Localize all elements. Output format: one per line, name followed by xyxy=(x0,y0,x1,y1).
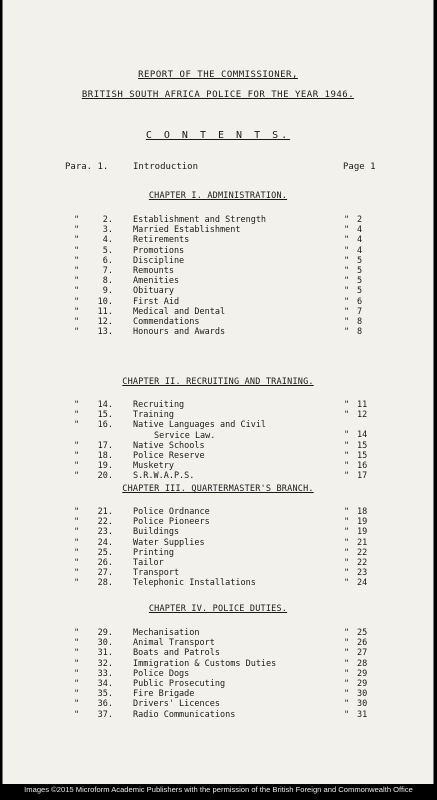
para-number: 13. xyxy=(97,327,113,338)
page-number: 24 xyxy=(357,578,368,589)
entry-title: Musketry xyxy=(133,461,174,472)
para-number: 15. xyxy=(97,410,113,421)
page-label: Page 1 xyxy=(343,162,376,172)
page-number: 19 xyxy=(357,517,368,528)
page-number: 18 xyxy=(357,507,368,517)
chapter-heading: CHAPTER II. RECRUITING AND TRAINING. xyxy=(122,377,314,387)
page-number: 26 xyxy=(357,638,368,649)
ditto-mark: " xyxy=(344,547,350,558)
para-number: 19. xyxy=(97,461,113,472)
entry-title: Married Establishment xyxy=(133,225,241,236)
toc-entry xyxy=(3,471,433,481)
ditto-mark: " xyxy=(74,471,80,482)
toc-entry xyxy=(3,710,433,720)
ditto-mark: " xyxy=(74,255,80,266)
ditto-mark: " xyxy=(74,578,80,589)
ditto-mark: " xyxy=(74,420,80,431)
entry-title: Obituary xyxy=(133,286,174,297)
ditto-mark: " xyxy=(74,699,80,710)
page-number: 23 xyxy=(357,568,368,579)
ditto-mark: " xyxy=(74,628,80,638)
ditto-mark: " xyxy=(344,430,350,441)
entry-title: Amenities xyxy=(133,276,180,287)
ditto-mark: " xyxy=(74,327,80,338)
ditto-mark: " xyxy=(74,215,80,225)
page-number: 4 xyxy=(357,225,363,236)
entry-title: Training xyxy=(133,410,174,421)
ditto-mark: " xyxy=(74,461,80,472)
para-number: 23. xyxy=(97,527,113,538)
toc-entry xyxy=(3,558,433,568)
document-page xyxy=(2,0,434,784)
toc-entry xyxy=(3,699,433,709)
ditto-mark: " xyxy=(344,235,350,246)
ditto-mark: " xyxy=(74,410,80,421)
ditto-mark: " xyxy=(344,306,350,317)
para-number: 27. xyxy=(97,568,113,579)
entry-title: Fire Brigade xyxy=(133,689,195,700)
ditto-mark: " xyxy=(344,558,350,568)
entry-title: Retirements xyxy=(133,235,190,246)
page-number: 30 xyxy=(357,689,368,700)
ditto-mark: " xyxy=(74,689,80,700)
entry-title: Native Schools xyxy=(133,440,205,451)
entry-title: Police Reserve xyxy=(133,451,205,461)
ditto-mark: " xyxy=(344,410,350,421)
para-number: 24. xyxy=(97,537,113,548)
page-number: 6 xyxy=(357,296,363,307)
para-number: 4. xyxy=(102,235,113,246)
toc-entry xyxy=(3,225,433,235)
ditto-mark: " xyxy=(74,440,80,451)
page-number: 4 xyxy=(357,235,363,246)
ditto-mark: " xyxy=(74,517,80,528)
page-number: 5 xyxy=(357,276,363,287)
ditto-mark: " xyxy=(344,296,350,307)
ditto-mark: " xyxy=(344,658,350,669)
ditto-mark: " xyxy=(344,699,350,710)
para-number: 31. xyxy=(97,648,113,659)
toc-entry xyxy=(3,638,433,648)
ditto-mark: " xyxy=(74,225,80,236)
toc-entry xyxy=(3,451,433,461)
toc-entry xyxy=(3,669,433,679)
para-number: 20. xyxy=(97,471,113,482)
entry-title: Police Dogs xyxy=(133,668,190,679)
page-number: 12 xyxy=(357,410,368,421)
ditto-mark: " xyxy=(74,276,80,287)
toc-entry xyxy=(3,215,433,225)
entry-title: Immigration & Customs Duties xyxy=(133,658,277,669)
para-label: Para. 1. xyxy=(65,162,109,172)
entry-title: Public Prosecuting xyxy=(133,679,226,689)
ditto-mark: " xyxy=(344,638,350,649)
entry-title: First Aid xyxy=(133,296,180,307)
chapter-heading: CHAPTER IV. POLICE DUTIES. xyxy=(148,604,288,614)
ditto-mark: " xyxy=(74,648,80,659)
ditto-mark: " xyxy=(74,658,80,669)
page-number: 31 xyxy=(357,709,368,720)
entry-title: Commendations xyxy=(133,317,200,327)
page-number: 17 xyxy=(357,471,368,482)
entry-title: Water Supplies xyxy=(133,537,205,548)
ditto-mark: " xyxy=(74,451,80,461)
ditto-mark: " xyxy=(344,225,350,236)
ditto-mark: " xyxy=(344,471,350,482)
toc-entry xyxy=(3,659,433,669)
ditto-mark: " xyxy=(74,568,80,579)
entry-title: Remounts xyxy=(133,266,174,276)
toc-entry xyxy=(3,507,433,517)
para-number: 11. xyxy=(97,306,113,317)
para-number: 10. xyxy=(97,296,113,307)
ditto-mark: " xyxy=(74,306,80,317)
entry-title: Buildings xyxy=(133,527,180,538)
ditto-mark: " xyxy=(74,317,80,327)
page-number: 4 xyxy=(357,245,363,256)
page-number: 5 xyxy=(357,255,363,266)
entry-title: Transport xyxy=(133,568,180,579)
report-title-line-2: BRITISH SOUTH AFRICA POLICE FOR THE YEAR 1946. xyxy=(81,90,355,100)
page-number: 15 xyxy=(357,440,368,451)
toc-entry xyxy=(3,538,433,548)
chapter-heading: CHAPTER I. ADMINISTRATION. xyxy=(148,191,288,201)
entry-title: Discipline xyxy=(133,255,185,266)
para-number: 33. xyxy=(97,668,113,679)
page-number: 2 xyxy=(357,215,363,225)
toc-entry xyxy=(3,317,433,327)
ditto-mark: " xyxy=(74,296,80,307)
toc-entry xyxy=(3,679,433,689)
para-number: 9. xyxy=(102,286,113,297)
ditto-mark: " xyxy=(74,235,80,246)
toc-entry xyxy=(3,307,433,317)
toc-entry xyxy=(3,266,433,276)
ditto-mark: " xyxy=(344,568,350,579)
ditto-mark: " xyxy=(344,517,350,528)
ditto-mark: " xyxy=(344,537,350,548)
para-number: 22. xyxy=(97,517,113,528)
ditto-mark: " xyxy=(344,689,350,700)
toc-entry xyxy=(3,548,433,558)
ditto-mark: " xyxy=(344,648,350,659)
entry-title: Police Ordnance xyxy=(133,507,210,517)
report-title-line-1: REPORT OF THE COMMISSIONER, xyxy=(138,70,298,80)
toc-entry xyxy=(3,235,433,245)
page-number: 8 xyxy=(357,327,363,338)
ditto-mark: " xyxy=(344,709,350,720)
page-number: 7 xyxy=(357,306,363,317)
entry-title: Recruiting xyxy=(133,400,185,410)
toc-entry xyxy=(3,256,433,266)
ditto-mark: " xyxy=(74,547,80,558)
toc-entry xyxy=(3,527,433,537)
toc-entry xyxy=(3,297,433,307)
toc-entry xyxy=(3,410,433,420)
para-number: 2. xyxy=(102,215,113,225)
ditto-mark: " xyxy=(74,286,80,297)
page-number: 22 xyxy=(357,547,368,558)
para-number: 30. xyxy=(97,638,113,649)
entry-title: Native Languages and Civil xyxy=(133,420,267,431)
para-number: 21. xyxy=(97,507,113,517)
page-number: 28 xyxy=(357,658,368,669)
ditto-mark: " xyxy=(344,451,350,461)
para-number: 14. xyxy=(97,400,113,410)
page-number: 29 xyxy=(357,668,368,679)
toc-entry xyxy=(3,648,433,658)
entry-title-continuation: Service Law. xyxy=(154,430,216,441)
ditto-mark: " xyxy=(74,638,80,649)
ditto-mark: " xyxy=(344,286,350,297)
entry-title: Police Pioneers xyxy=(133,517,210,528)
ditto-mark: " xyxy=(344,317,350,327)
entry-title: Tailor xyxy=(133,558,164,568)
ditto-mark: " xyxy=(344,266,350,276)
ditto-mark: " xyxy=(344,400,350,410)
para-number: 36. xyxy=(97,699,113,710)
page-number: 11 xyxy=(357,400,368,410)
para-number: 3. xyxy=(102,225,113,236)
chapter-heading: CHAPTER III. QUARTERMASTER'S BRANCH. xyxy=(122,484,314,494)
page-number: 5 xyxy=(357,266,363,276)
ditto-mark: " xyxy=(344,578,350,589)
page-number: 22 xyxy=(357,558,368,568)
entry-title: Honours and Awards xyxy=(133,327,226,338)
entry-title: Radio Communications xyxy=(133,709,236,720)
ditto-mark: " xyxy=(344,679,350,689)
para-number: 5. xyxy=(102,245,113,256)
page-number: 19 xyxy=(357,527,368,538)
para-number: 32. xyxy=(97,658,113,669)
toc-entry xyxy=(3,628,433,638)
toc-entry xyxy=(3,517,433,527)
entry-title: S.R.W.A.P.S. xyxy=(133,471,195,482)
entry-title: Drivers' Licences xyxy=(133,699,220,710)
toc-entry xyxy=(3,327,433,337)
para-number: 28. xyxy=(97,578,113,589)
toc-entry xyxy=(3,689,433,699)
entry-title: Mechanisation xyxy=(133,628,200,638)
page-number: 15 xyxy=(357,451,368,461)
page-number: 25 xyxy=(357,628,368,638)
toc-entry xyxy=(3,276,433,286)
intro-title: Introduction xyxy=(133,162,199,172)
para-number: 12. xyxy=(97,317,113,327)
page-number: 27 xyxy=(357,648,368,659)
ditto-mark: " xyxy=(74,668,80,679)
ditto-mark: " xyxy=(74,679,80,689)
para-number: 37. xyxy=(97,709,113,720)
ditto-mark: " xyxy=(344,461,350,472)
ditto-mark: " xyxy=(344,327,350,338)
para-number: 7. xyxy=(102,266,113,276)
contents-heading: C O N T E N T S. xyxy=(145,130,291,141)
entry-title: Establishment and Strength xyxy=(133,215,267,225)
ditto-mark: " xyxy=(344,527,350,538)
ditto-mark: " xyxy=(344,668,350,679)
toc-entry xyxy=(3,400,433,410)
ditto-mark: " xyxy=(74,709,80,720)
toc-entry xyxy=(3,578,433,588)
ditto-mark: " xyxy=(344,440,350,451)
page-number: 14 xyxy=(357,430,368,441)
copyright-footer: Images ©2015 Microform Academic Publishers with the permission of the British Foreign and Commonwealth Office xyxy=(24,785,413,794)
toc-entry xyxy=(3,246,433,256)
ditto-mark: " xyxy=(74,245,80,256)
para-number: 25. xyxy=(97,547,113,558)
ditto-mark: " xyxy=(74,537,80,548)
entry-title: Promotions xyxy=(133,245,185,256)
entry-title: Boats and Patrols xyxy=(133,648,220,659)
para-number: 35. xyxy=(97,689,113,700)
para-number: 29. xyxy=(97,628,113,638)
ditto-mark: " xyxy=(74,266,80,276)
ditto-mark: " xyxy=(344,628,350,638)
para-number: 17. xyxy=(97,440,113,451)
toc-entry xyxy=(3,461,433,471)
page-number: 16 xyxy=(357,461,368,472)
ditto-mark: " xyxy=(74,527,80,538)
para-number: 16. xyxy=(97,420,113,431)
ditto-mark: " xyxy=(344,215,350,225)
page-number: 29 xyxy=(357,679,368,689)
entry-title: Medical and Dental xyxy=(133,306,226,317)
ditto-mark: " xyxy=(74,558,80,568)
ditto-mark: " xyxy=(344,255,350,266)
para-number: 8. xyxy=(102,276,113,287)
ditto-mark: " xyxy=(344,507,350,517)
toc-entry xyxy=(3,568,433,578)
ditto-mark: " xyxy=(74,400,80,410)
para-number: 26. xyxy=(97,558,113,568)
para-number: 18. xyxy=(97,451,113,461)
page-number: 30 xyxy=(357,699,368,710)
toc-entry xyxy=(3,286,433,296)
page-number: 8 xyxy=(357,317,363,327)
ditto-mark: " xyxy=(344,245,350,256)
toc-entry xyxy=(3,441,433,451)
entry-title: Animal Transport xyxy=(133,638,215,649)
entry-title: Printing xyxy=(133,547,174,558)
ditto-mark: " xyxy=(344,276,350,287)
entry-title: Telephonic Installations xyxy=(133,578,256,589)
para-number: 34. xyxy=(97,679,113,689)
page-number: 21 xyxy=(357,537,368,548)
page-number: 5 xyxy=(357,286,363,297)
ditto-mark: " xyxy=(74,507,80,517)
para-number: 6. xyxy=(102,255,113,266)
